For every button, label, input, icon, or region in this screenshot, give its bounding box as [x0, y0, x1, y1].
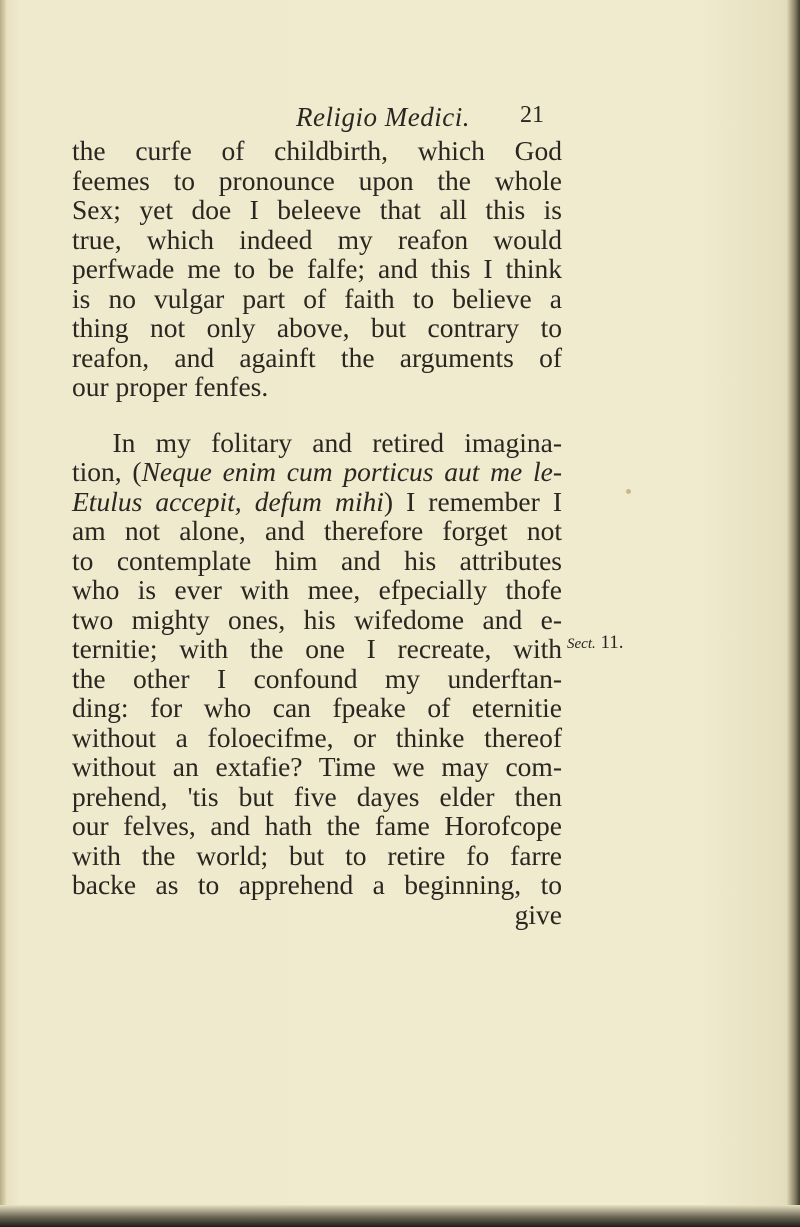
text-span: tion, (: [72, 456, 142, 487]
text-line: Sex; yet doe I beleeve that all this is: [72, 194, 562, 225]
text-line: the curfe of childbirth, which God: [72, 135, 562, 166]
section-number: 11.: [600, 632, 624, 653]
text-line-indented: [72, 428, 562, 458]
text-line: without an extafie? Time we may com-: [72, 751, 562, 782]
text-line: the other I confound my underftan-: [72, 662, 562, 694]
page-bottom-edge: [0, 1205, 800, 1227]
text-line: our proper fenfes.: [72, 371, 269, 402]
text-line: true, which indeed my reafon would: [72, 223, 562, 255]
page-header: [0, 98, 800, 138]
text-line: prehend, 'tis but five dayes elder then: [72, 780, 562, 812]
paragraph-2: [72, 428, 562, 930]
text-line: feemes to pronounce upon the whole: [72, 164, 562, 196]
catchword: give: [514, 898, 562, 930]
text-line-content: In my folitary and retired imagina-: [112, 426, 562, 458]
text-line: ding: for who can fpeake of eternitie: [72, 692, 562, 723]
text-line: [72, 457, 562, 487]
paragraph-gap: [72, 402, 562, 428]
page-right-edge: [786, 0, 800, 1227]
body-text: [72, 136, 562, 929]
latin-quote: Etulus accepit, defum mihi: [72, 485, 384, 517]
section-abbr: Sect.: [567, 636, 596, 652]
latin-quote: Neque enim cum porticus aut me le-: [141, 456, 562, 487]
paragraph-1: [72, 136, 562, 402]
text-line: ternitie; with the one I recreate, with: [72, 633, 562, 664]
section-marginal-note: [567, 632, 624, 654]
text-line: two mighty ones, his wifedome and e-: [72, 603, 562, 635]
text-line: [72, 487, 562, 517]
text-line: with the world; but to retire fo farre: [72, 839, 562, 871]
text-line: without a foloecifme, or thinke thereof: [72, 721, 562, 753]
running-title: Religio Medici.: [296, 102, 470, 132]
page-left-edge: [0, 0, 6, 1227]
ink-spot: [626, 489, 631, 494]
text-line: to contemplate him and his attributes: [72, 544, 562, 576]
text-line: reafon, and againft the arguments of: [72, 341, 562, 373]
text-line: our felves, and hath the fame Horofcope: [72, 810, 562, 841]
text-line: thing not only above, but contrary to: [72, 312, 562, 343]
text-line: am not alone, and therefore forget not: [72, 515, 562, 546]
text-line: who is ever with mee, efpecially thofe: [72, 574, 562, 605]
text-line: is no vulgar part of faith to believe a: [72, 282, 562, 314]
text-line: perfwade me to be falfe; and this I think: [72, 253, 562, 284]
text-span: ) I remember I: [383, 485, 562, 517]
text-line: backe as to apprehend a beginning, to: [72, 869, 562, 900]
page-number: 21: [520, 102, 544, 128]
